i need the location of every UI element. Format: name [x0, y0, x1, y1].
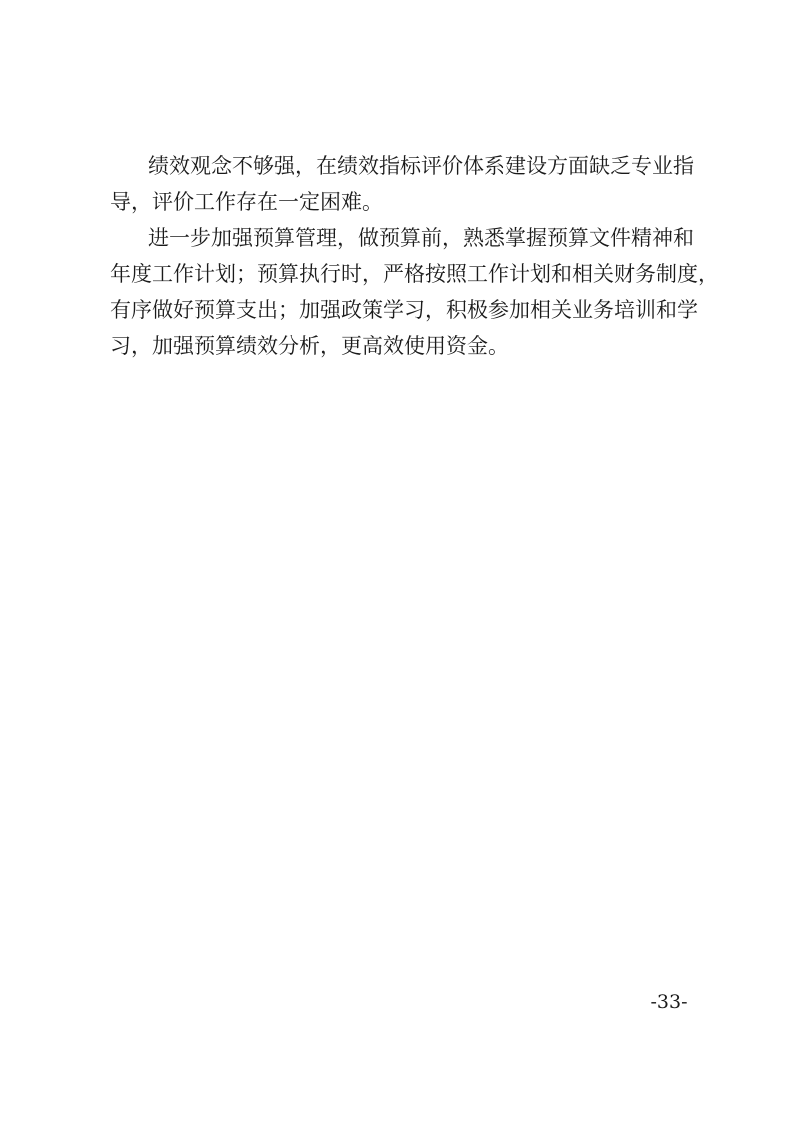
- paragraph-line: 进一步加强预算管理，做预算前，熟悉掌握预算文件精神和: [148, 226, 694, 250]
- paragraph-budget-management: [110, 220, 719, 364]
- body-text: [110, 148, 719, 364]
- paragraph-line: 年度工作计划；预算执行时，严格按照工作计划和相关财务制度，: [110, 262, 719, 286]
- paragraph-line: 绩效观念不够强，在绩效指标评价体系建设方面缺乏专业指: [148, 154, 694, 178]
- paragraph-line: 有序做好预算支出；加强政策学习，积极参加相关业务培训和学: [110, 298, 698, 322]
- paragraph-line: 导，评价工作存在一定困难。: [110, 190, 383, 214]
- page-number: -33-: [650, 991, 688, 1013]
- paragraph-performance-awareness: [110, 148, 694, 220]
- paragraph-line: 习，加强预算绩效分析，更高效使用资金。: [110, 334, 509, 358]
